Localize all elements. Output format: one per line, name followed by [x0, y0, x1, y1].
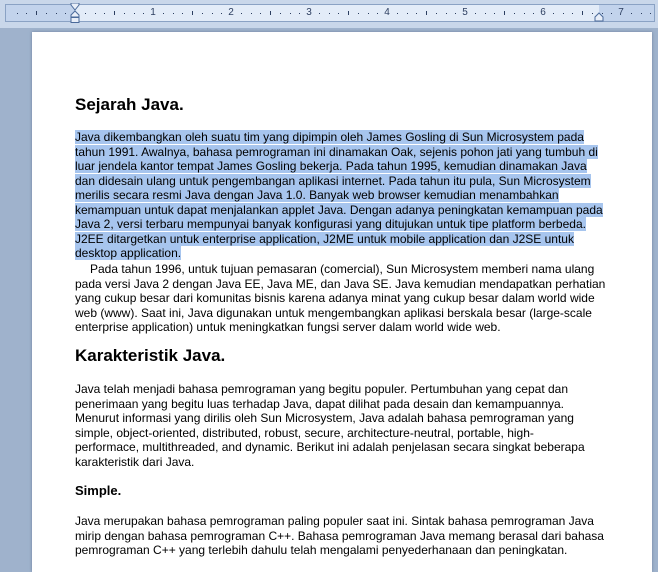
- ruler-tick: [611, 13, 612, 14]
- ruler-tick: [329, 13, 330, 14]
- ruler-tick: [348, 11, 349, 15]
- ruler-bar: [0, 0, 658, 28]
- text-line: [75, 320, 605, 335]
- ruler-tick: [202, 13, 203, 14]
- ruler-number: 6: [540, 7, 546, 18]
- document-page[interactable]: [32, 32, 652, 572]
- line-text: yang cukup besar dari komunitas bisnis karena adanya minat yang cukup besar dalam world wide: [75, 291, 595, 305]
- ruler-tick: [36, 11, 37, 15]
- ruler-number: 3: [306, 7, 312, 18]
- ruler-tick: [407, 13, 408, 14]
- text-line: [75, 232, 603, 247]
- text-line: [75, 262, 605, 277]
- line-text: dan didesain ulang untuk pengembangan aplikasi internet. Pada tahun itu pula, Sun Microsystem: [75, 173, 591, 188]
- line-text: pada versi Java 2 dengan Java EE, Java ME, dan Java SE. Java kemudian mendapatkan perhatian: [75, 276, 606, 291]
- ruler-tick: [524, 13, 525, 14]
- line-text: desktop application.: [75, 246, 182, 260]
- ruler-tick: [319, 13, 320, 14]
- ruler-tick: [426, 11, 427, 15]
- text-line: [75, 529, 604, 544]
- text-line: [75, 543, 604, 558]
- ruler-tick: [241, 13, 242, 14]
- ruler-tick: [270, 11, 271, 15]
- paragraph-characteristics[interactable]: [75, 382, 585, 469]
- ruler-tick: [182, 13, 183, 14]
- ruler-tick: [280, 13, 281, 14]
- ruler-tick: [446, 13, 447, 14]
- text-line: [75, 174, 603, 189]
- ruler-tick: [436, 13, 437, 14]
- ruler-tick: [485, 13, 486, 14]
- right-indent-marker[interactable]: [594, 12, 604, 22]
- text-line: [75, 277, 605, 292]
- line-text: J2EE ditargetkan untuk enterprise application, J2ME untuk mobile application dan J2SE untuk: [75, 231, 574, 246]
- ruler-tick: [192, 11, 193, 15]
- ruler-tick: [631, 13, 632, 14]
- text-line: [75, 306, 605, 321]
- ruler-tick: [65, 13, 66, 14]
- heading-sejarah-java: Sejarah Java.: [75, 95, 184, 114]
- ruler-tick: [553, 13, 554, 14]
- ruler-tick: [416, 13, 417, 14]
- line-text: kemampuan untuk dapat menjalankan applet Java. Dengan adanya peningkatan kemampuan pada: [75, 202, 603, 217]
- ruler-tick: [533, 13, 534, 14]
- ruler-tick: [563, 13, 564, 14]
- line-text: Java 2, versi terbaru mempunyai banyak konfigurasi yang ditujukan untuk tipe platform berbeda.: [75, 217, 586, 231]
- line-text: luar jendela kantor tempat James Gosling bekerja. Pada tahun 1995, kemudian dinamakan Java: [75, 159, 587, 173]
- ruler-tick: [514, 13, 515, 14]
- ruler-number: 7: [618, 7, 624, 18]
- ruler-number: 1: [150, 7, 156, 18]
- ruler-tick: [143, 13, 144, 14]
- ruler-tick: [338, 13, 339, 14]
- text-line: [75, 291, 605, 306]
- line-text: penerimaan yang begitu luas terhadap Java, dapat dilihat pada desain dan kemampuannya.: [75, 396, 565, 411]
- text-line: [75, 440, 585, 455]
- ruler-tick: [251, 13, 252, 14]
- ruler-tick: [17, 13, 18, 14]
- line-text: karakteristik dari Java.: [75, 454, 195, 469]
- text-line: [75, 217, 603, 232]
- line-text: web (www). Saat ini, Java digunakan untuk mengembangkan aplikasi berskala besar (large-scale: [75, 305, 592, 320]
- ruler-tick: [377, 13, 378, 14]
- line-text: pemrograman C++ yang terlebih dahulu telah mengalami penyederhanaan dan peningkatan.: [75, 543, 568, 557]
- line-text: Java telah menjadi bahasa pemrograman yang begitu populer. Pertumbuhan yang cepat dan: [75, 382, 569, 396]
- ruler-tick: [572, 13, 573, 14]
- horizontal-ruler[interactable]: [5, 4, 655, 22]
- line-text: Pada tahun 1996, untuk tujuan pemasaran (comercial), Sun Microsystem memberi nama ulang: [90, 262, 595, 276]
- indent-marker[interactable]: [70, 3, 80, 23]
- line-text: Java dikembangkan oleh suatu tim yang dipimpin oleh James Gosling di Sun Microsystem pada: [75, 130, 584, 144]
- ruler-tick: [134, 13, 135, 14]
- line-text: performace, multithreaded, and dynamic. Berikut ini adalah penjelasan secara singkat beberapa: [75, 440, 585, 454]
- ruler-tick: [650, 13, 651, 14]
- text-line: [75, 397, 585, 412]
- ruler-tick: [299, 13, 300, 14]
- ruler-tick: [26, 13, 27, 14]
- ruler-tick: [494, 13, 495, 14]
- text-line: [75, 246, 603, 261]
- ruler-tick: [85, 13, 86, 14]
- text-line: [75, 159, 603, 174]
- text-line: [75, 411, 585, 426]
- line-text: merilis secara resmi Java dengan Java 1.0. Banyak web browser kemudian menambahkan: [75, 188, 559, 202]
- ruler-tick: [46, 13, 47, 14]
- text-line: [75, 145, 603, 160]
- ruler-tick: [95, 13, 96, 14]
- ruler-tick: [124, 13, 125, 14]
- ruler-tick: [260, 13, 261, 14]
- ruler-tick: [104, 13, 105, 14]
- line-text: simple, object-oriented, distributed, robust, secure, architecture-neutral, portable, high-: [75, 425, 534, 440]
- line-text: mirip dengan bahasa pemrograman C++. Bahasa pemrograman Java memang berasal dari bahasa: [75, 528, 604, 543]
- line-text: enterprise application) untuk meningkatkan fungsi server dalam world wide web.: [75, 320, 501, 334]
- ruler-tick: [358, 13, 359, 14]
- ruler-tick: [582, 11, 583, 15]
- ruler-tick: [163, 13, 164, 14]
- heading-karakteristik-java: Karakteristik Java.: [75, 346, 226, 365]
- text-line: [75, 426, 585, 441]
- paragraph-history-selected[interactable]: [75, 130, 603, 261]
- ruler-tick: [504, 11, 505, 15]
- text-line: [75, 188, 603, 203]
- text-line: [75, 514, 604, 529]
- ruler-tick: [592, 13, 593, 14]
- ruler-tick: [455, 13, 456, 14]
- line-text: tahun 1991. Awalnya, bahasa pemrograman ini dinamakan Oak, sejenis pohon jati yang tumbuh di: [75, 144, 598, 159]
- paragraph-history-2[interactable]: [75, 262, 605, 335]
- ruler-tick: [114, 11, 115, 15]
- text-line: [75, 130, 603, 145]
- ruler-tick: [290, 13, 291, 14]
- paragraph-simple[interactable]: [75, 514, 604, 558]
- text-line: [75, 203, 603, 218]
- ruler-tick: [221, 13, 222, 14]
- ruler-number: 2: [228, 7, 234, 18]
- ruler-tick: [397, 13, 398, 14]
- ruler-tick: [475, 13, 476, 14]
- ruler-tick: [368, 13, 369, 14]
- ruler-tick: [212, 13, 213, 14]
- ruler-number: 4: [384, 7, 390, 18]
- ruler-number: 5: [462, 7, 468, 18]
- line-text: Menurut informasi yang dirilis oleh Sun Microsystem, Java adalah bahasa pemrograman yang: [75, 411, 574, 425]
- heading-simple: Simple.: [75, 483, 122, 498]
- text-line: [75, 455, 585, 470]
- text-line: [75, 382, 585, 397]
- ruler-tick: [173, 13, 174, 14]
- ruler-tick: [56, 13, 57, 14]
- line-text: Java merupakan bahasa pemrograman paling populer saat ini. Sintak bahasa pemrograman Java: [75, 514, 594, 528]
- ruler-tick: [641, 13, 642, 14]
